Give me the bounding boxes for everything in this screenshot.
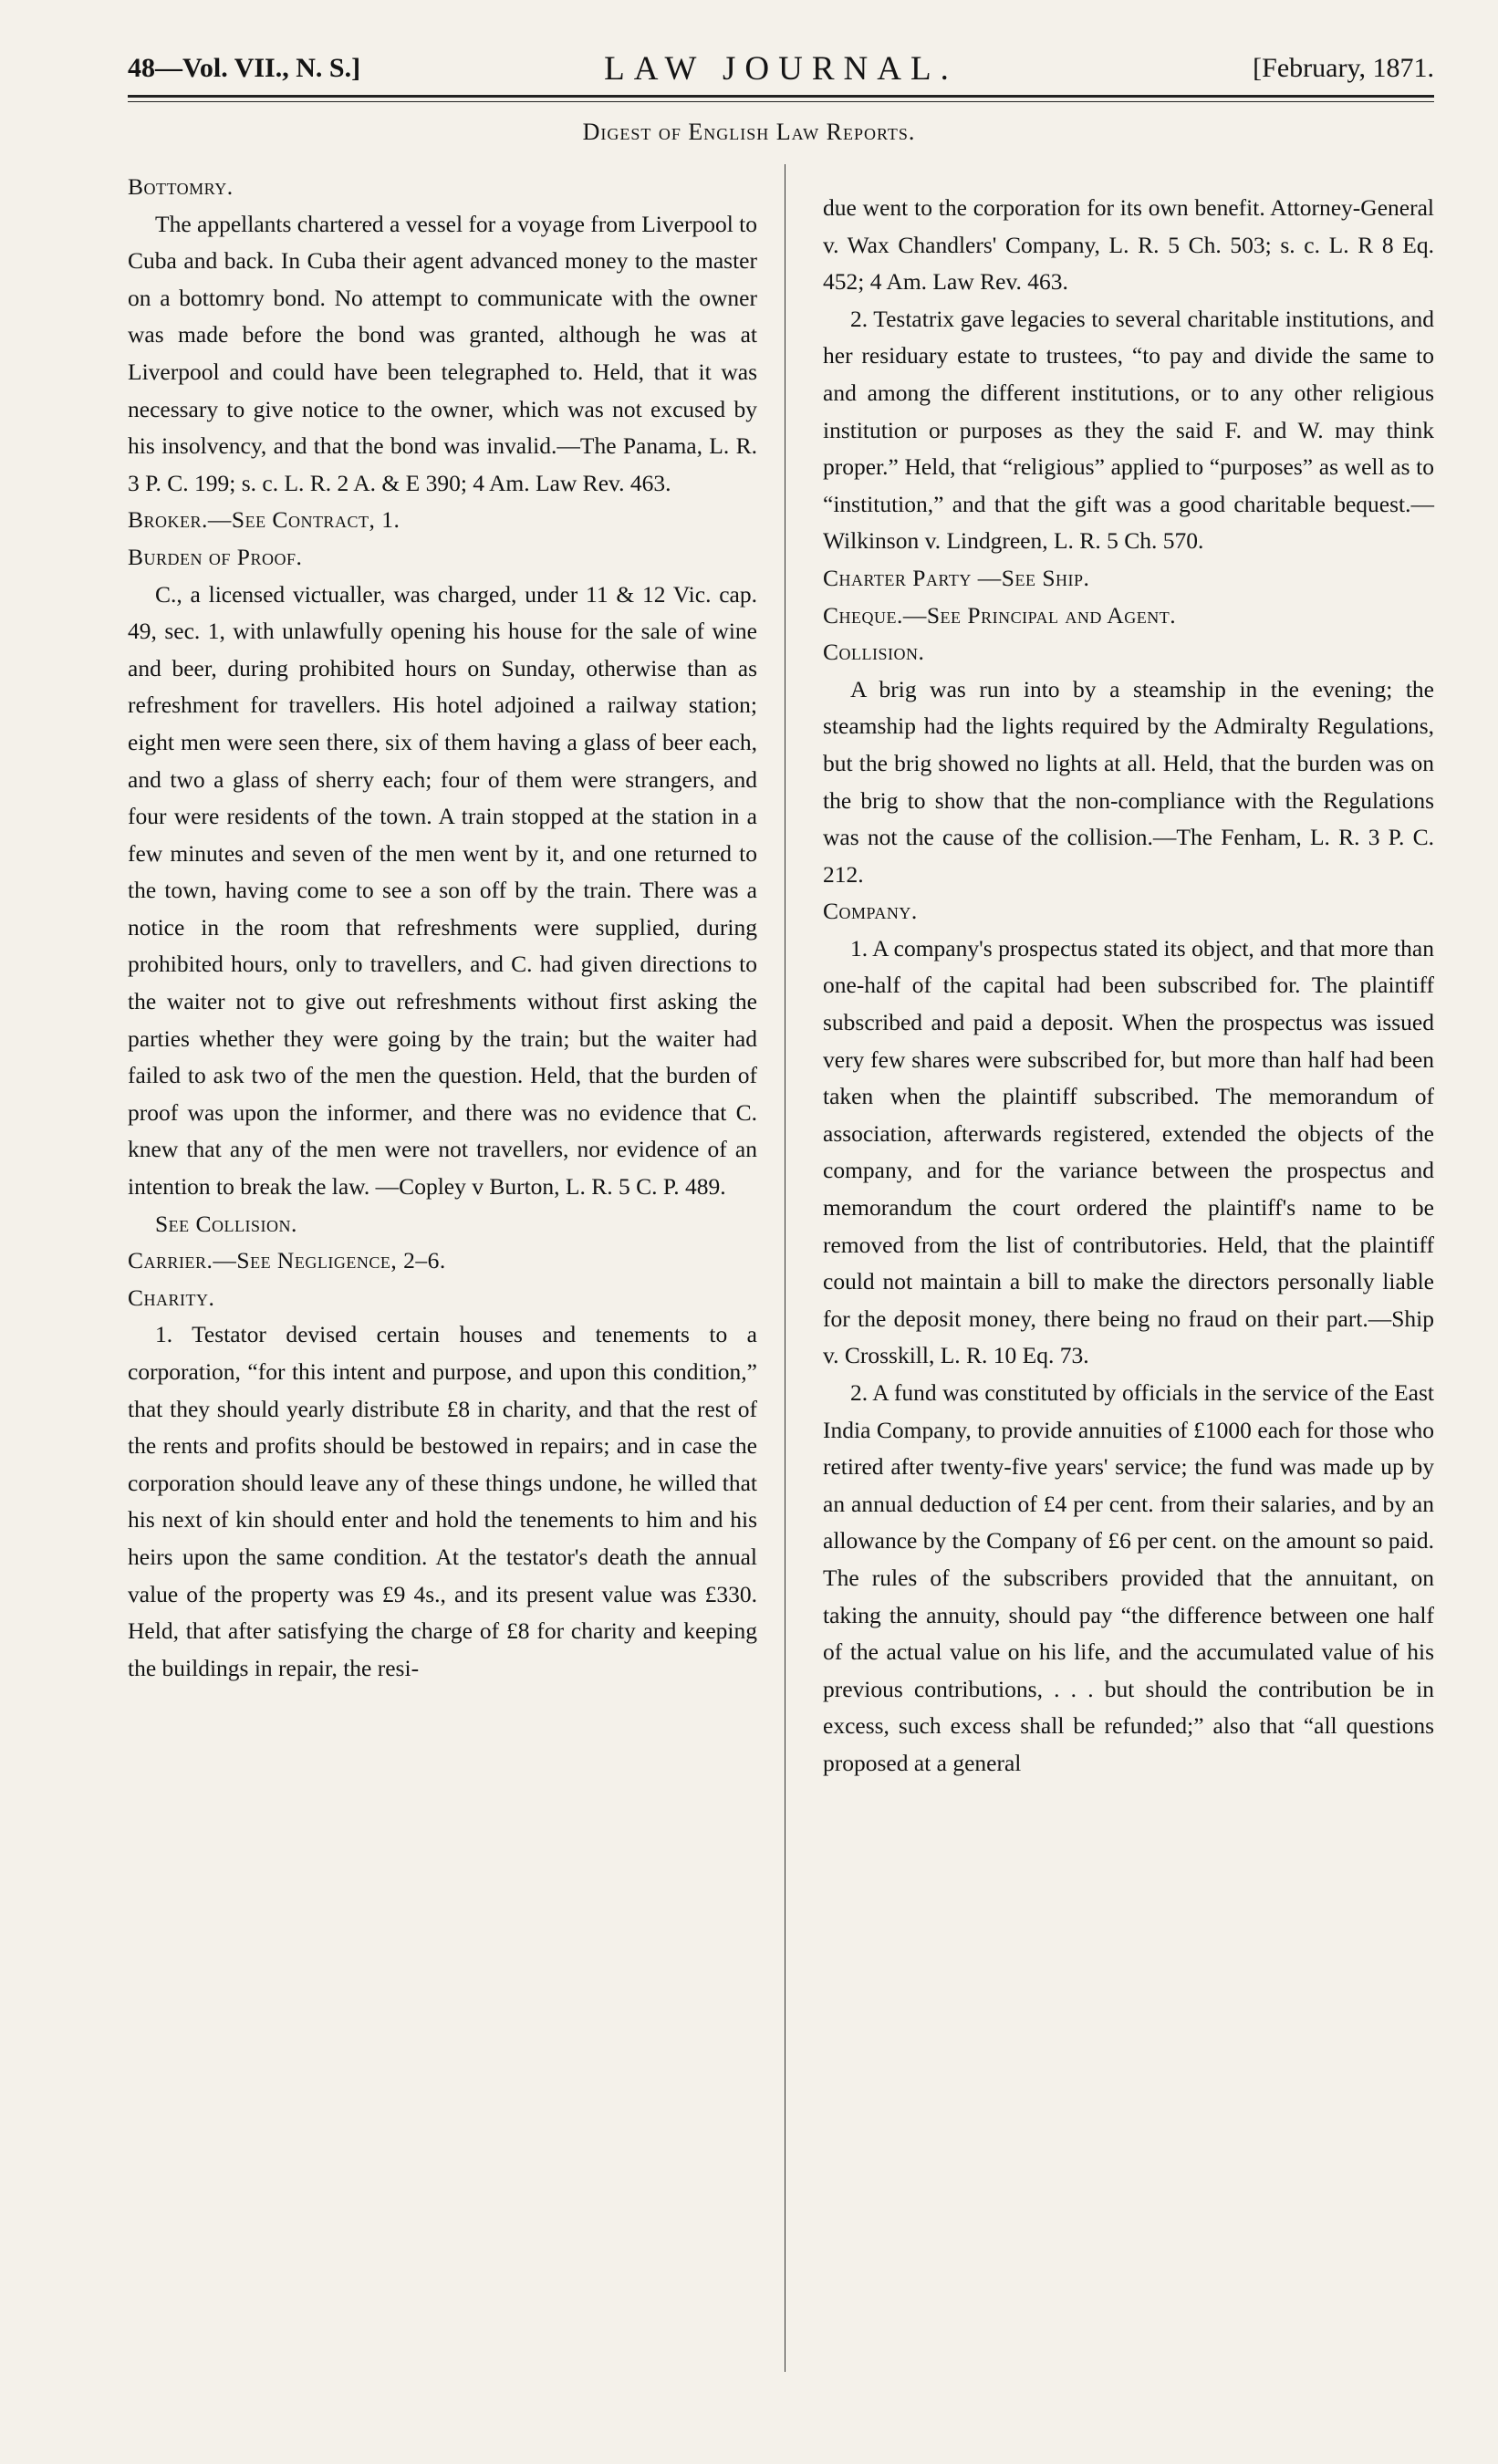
xref-carrier: Carrier.—See Negligence, 2–6. bbox=[128, 1247, 446, 1274]
heading-bottomry: Bottomry. bbox=[128, 173, 234, 200]
section-title: Digest of English Law Reports. bbox=[582, 119, 916, 145]
paragraph-bottomry: The appellants chartered a vessel for a voyage from Liverpool to Cuba and back. In Cuba their agent advanced money to the master on a bottomry bond. No attempt to communicate with the owner was made before the bond was granted, although he was at Liverpool and could have been telegraphed to. Held, that it was necessary to give notice to the owner, which was not excused by his insolvency, and that the bond was invalid.—The Panama, L. R. 3 P. C. 199; s. c. L. R. 2 A. & E 390; 4 Am. Law Rev. 463. bbox=[128, 210, 757, 496]
paragraph-company-2: 2. A fund was constituted by officials in the service of the East India Company, to provide annuities of £1000 each for those who retired after twenty-five years' service; the fund was made up by an annual deduction of £4 per cent. from their salaries, and by an allowance by the Company of £6 per cent. on the amount so paid. The rules of the subscribers provided that the annuitant, on taking the annuity, should pay “the difference between one half of the actual value on his life, and the accumulated value of his previous contributions, . . . but should the contribution be in excess, such excess shall be refunded;” also that “all questions proposed at a general bbox=[823, 1379, 1434, 1776]
paragraph-company-1: 1. A company's prospectus stated its object, and that more than one-half of the capital had been subscribed for. The plaintiff subscribed and paid a deposit. When the prospectus was issued very few shares were subscribed for, but more than half had been taken when the plaintiff subscribed. The memorandum of association, afterwards registered, extended the objects of the company, and for the variance between the prospectus and memorandum the court ordered the plaintiff's name to be removed from the list of contributories. Held, that the plaintiff could not maintain a bill to make the directors personally liable for the deposit money, there being no fraud on their part.—Ship v. Crosskill, L. R. 10 Eq. 73. bbox=[823, 934, 1434, 1369]
xref-broker: Broker.—See Contract, 1. bbox=[128, 506, 401, 534]
heading-burden-of-proof: Burden of Proof. bbox=[128, 543, 303, 570]
xref-charter-party: Charter Party —See Ship. bbox=[823, 564, 1090, 591]
heading-company: Company. bbox=[823, 898, 918, 925]
volume-page-label: 48—Vol. VII., N. S.] bbox=[128, 53, 361, 83]
header-rule-thin bbox=[128, 101, 1434, 102]
paragraph-charity-1: 1. Testator devised certain houses and tenements to a corporation, “for this intent and purpose, and upon this condition,” that they should yearly distribute £8 in charity, and that the rest of the rents and profits should be bestowed in repairs; and in case the corporation should leave any of these things undone, he willed that his next of kin should enter and hold the tenements to him and his heirs upon the same condition. At the testator's death the annual value of the property was £9 4s., and its present value was £330. Held, that after satisfying the charge of £8 for charity and keeping the buildings in repair, the resi- bbox=[128, 1321, 757, 1681]
paragraph-burden-of-proof: C., a licensed victualler, was charged, under 11 & 12 Vic. cap. 49, sec. 1, with unlawfully opening his house for the sale of wine and beer, during prohibited hours on Sunday, otherwise than as refreshment for travellers. His hotel adjoined a railway station; eight men were seen there, six of them having a glass of beer each, and two a glass of sherry each; four of them were strangers, and four were residents of the town. A train stopped at the station in a few minutes and seven of the men went by it, and one returned to the town, having come to see a son off by the train. There was a notice in the room that refreshments were supplied, during prohibited hours, only to travellers, and C. had given directions to the waiter not to give out refreshments without first asking the parties whether they were going by the train; but the waiter had failed to ask two of the men the question. Held, that the burden of proof was upon the informer, and there was no evidence that C. knew that any of the men were not travellers, nor evidence of an intention to break the law. —Copley v Burton, L. R. 5 C. P. 489. bbox=[128, 580, 757, 1201]
left-column bbox=[128, 169, 757, 1687]
paragraph-charity-1-cont: due went to the corporation for its own benefit. Attorney-General v. Wax Chandlers' Company, L. R. 5 Ch. 503; s. c. L. R 8 Eq. 452; 4 Am. Law Rev. 463. bbox=[823, 194, 1434, 296]
header-rule-thick bbox=[128, 95, 1434, 98]
running-header bbox=[128, 47, 1434, 93]
issue-date: [February, 1871. bbox=[1253, 53, 1434, 83]
journal-title: LAW JOURNAL. bbox=[604, 50, 958, 88]
xref-cheque: Cheque.—See Principal and Agent. bbox=[823, 601, 1177, 629]
heading-collision: Collision. bbox=[823, 639, 925, 666]
paragraph-collision: A brig was run into by a steamship in the evening; the steamship had the lights required by the Admiralty Regulations, but the brig showed no lights at all. Held, that the burden was on the brig to show that the non-compliance with the Regulations was not the cause of the collision.—The Fenham, L. R. 3 P. C. 212. bbox=[823, 675, 1434, 888]
paragraph-charity-2: 2. Testatrix gave legacies to several charitable institutions, and her residuary estate to trustees, “to pay and divide the same to and among the different institutions, or to any other religious institution or purposes as they the said F. and W. may think proper.” Held, that “religious” applied to “purposes” as well as to “institution,” and that the gift was a good charitable bequest.—Wilkinson v. Lindgreen, L. R. 5 Ch. 570. bbox=[823, 305, 1434, 555]
xref-collision: See Collision. bbox=[155, 1210, 297, 1237]
heading-charity: Charity. bbox=[128, 1284, 215, 1311]
right-column bbox=[823, 190, 1434, 1783]
